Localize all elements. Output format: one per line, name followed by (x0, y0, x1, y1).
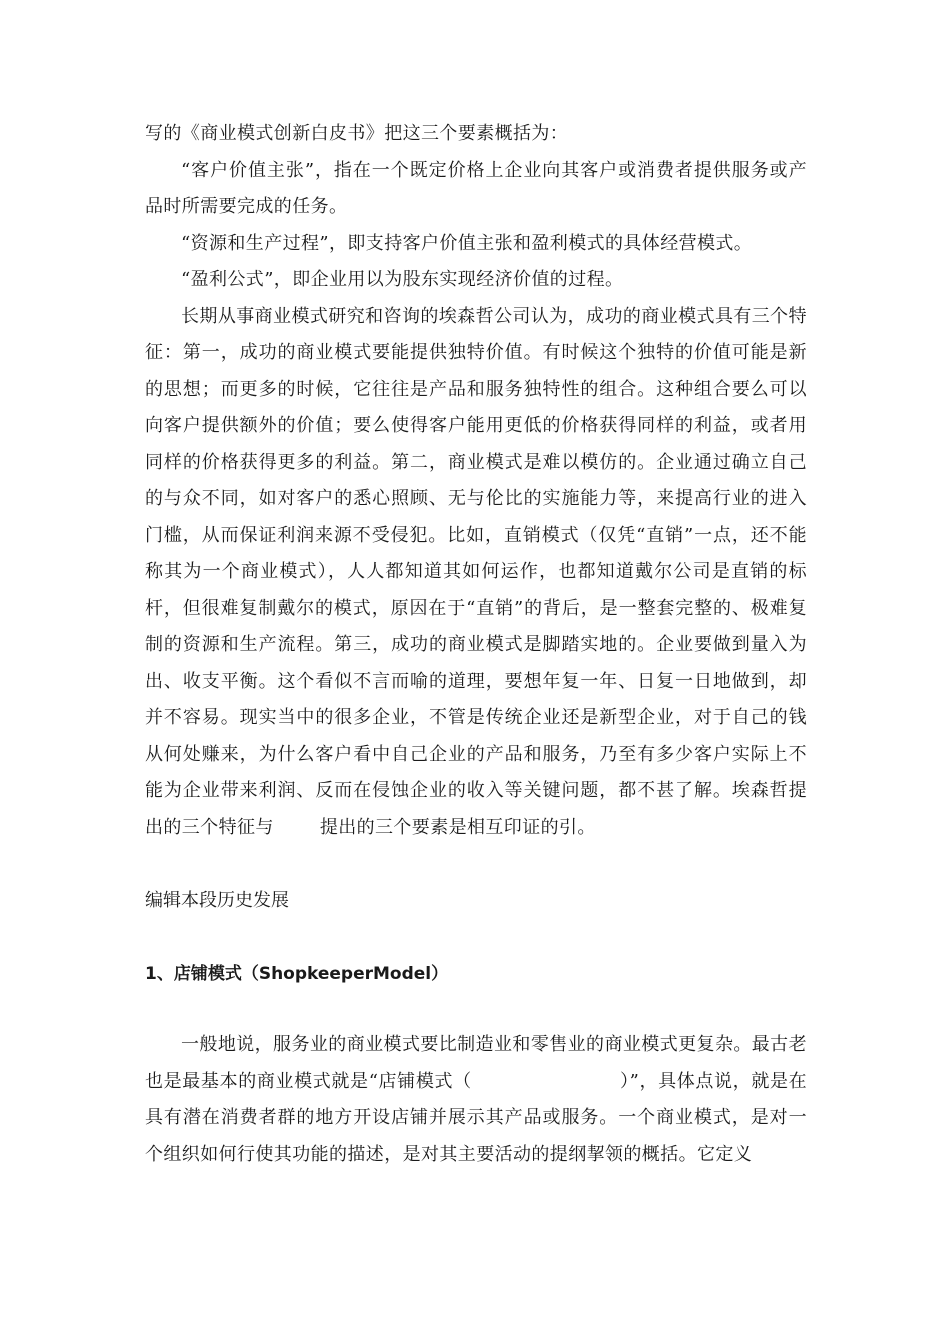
subheading-shopkeeper (145, 956, 807, 993)
paragraph-shopkeeper-text-2: ）”，具体点说，就是在具有潜在消费者群的地方开设店铺并展示其产品或服务。一个商业模式，是对一个组织如何行使其功能的描述，是对其主要活动的提纲挈领的概括。它定义 (145, 1070, 808, 1165)
paragraph-intro (145, 116, 807, 153)
paragraph-intro-text: 写的《商业模式创新白皮书》把这三个要素概括为： (145, 123, 569, 144)
section-heading (145, 883, 807, 920)
paragraph-accenture (145, 299, 807, 847)
document-body (145, 116, 807, 1173)
paragraph-profit-formula-text: “盈利公式”，即企业用以为股东实现经济价值的过程。 (181, 269, 624, 290)
paragraph-profit-formula (145, 262, 807, 299)
paragraph-customer-value (145, 153, 807, 226)
paragraph-accenture-text-1: 长期从事商业模式研究和咨询的埃森哲公司认为，成功的商业模式具有三个特征：第一，成功的商业模式要能提供独特价值。有时候这个独特的价值可能是新的思想；而更多的时候，它往往是产品和服务独特性的组合。这种组合要么可以向客户提供额外的价值；要么使得客户能用更低的价格获得同样的利益，或者用同样的价格获得更多的利益。第二，商业模式是难以模仿的。企业通过确立自己的与众不同，如对客户的悉心照顾、无与伦比的实施能力等，来提高行业的进入门槛，从而保证利润来源不受侵犯。比如，直销模式（仅凭“直销”一点，还不能称其为一个商业模式），人人都知道其如何运作，也都知道戴尔公司是直销的标杆，但很难复制戴尔的模式，原因在于“直销”的背后，是一整套完整的、极难复制的资源和生产流程。第三，成功的商业模式是脚踏实地的。企业要做到量入为出、收支平衡。这个看似不言而喻的道理，要想年复一年、日复一日地做到，却并不容易。现实当中的很多企业，不管是传统企业还是新型企业，对于自己的钱从何处赚来，为什么客户看中自己企业的产品和服务，乃至有多少客户实际上不能为企业带来利润、反而在侵蚀企业的收入等关键问题，都不甚了解。埃森哲提出的三个特征与 (145, 305, 807, 838)
paragraph-customer-value-text: “客户价值主张”，指在一个既定价格上企业向其客户或消费者提供服务或产品时所需要完成的任务。 (145, 159, 807, 217)
subheading-shopkeeper-text: 1、店铺模式（ShopkeeperModel） (145, 963, 449, 984)
paragraph-shopkeeper-text-1: 一般地说，服务业的商业模式要比制造业和零售业的商业模式更复杂。最古老也是最基本的商业模式就是“店铺模式（ (145, 1034, 807, 1092)
paragraph-accenture-text-2: 提出的三个要素是相互印证的引。 (319, 816, 596, 838)
paragraph-resources (145, 226, 807, 263)
section-heading-text: 编辑本段历史发展 (145, 890, 289, 911)
paragraph-resources-text: “资源和生产过程”，即支持客户价值主张和盈利模式的具体经营模式。 (181, 232, 753, 254)
paragraph-shopkeeper (145, 1027, 807, 1173)
